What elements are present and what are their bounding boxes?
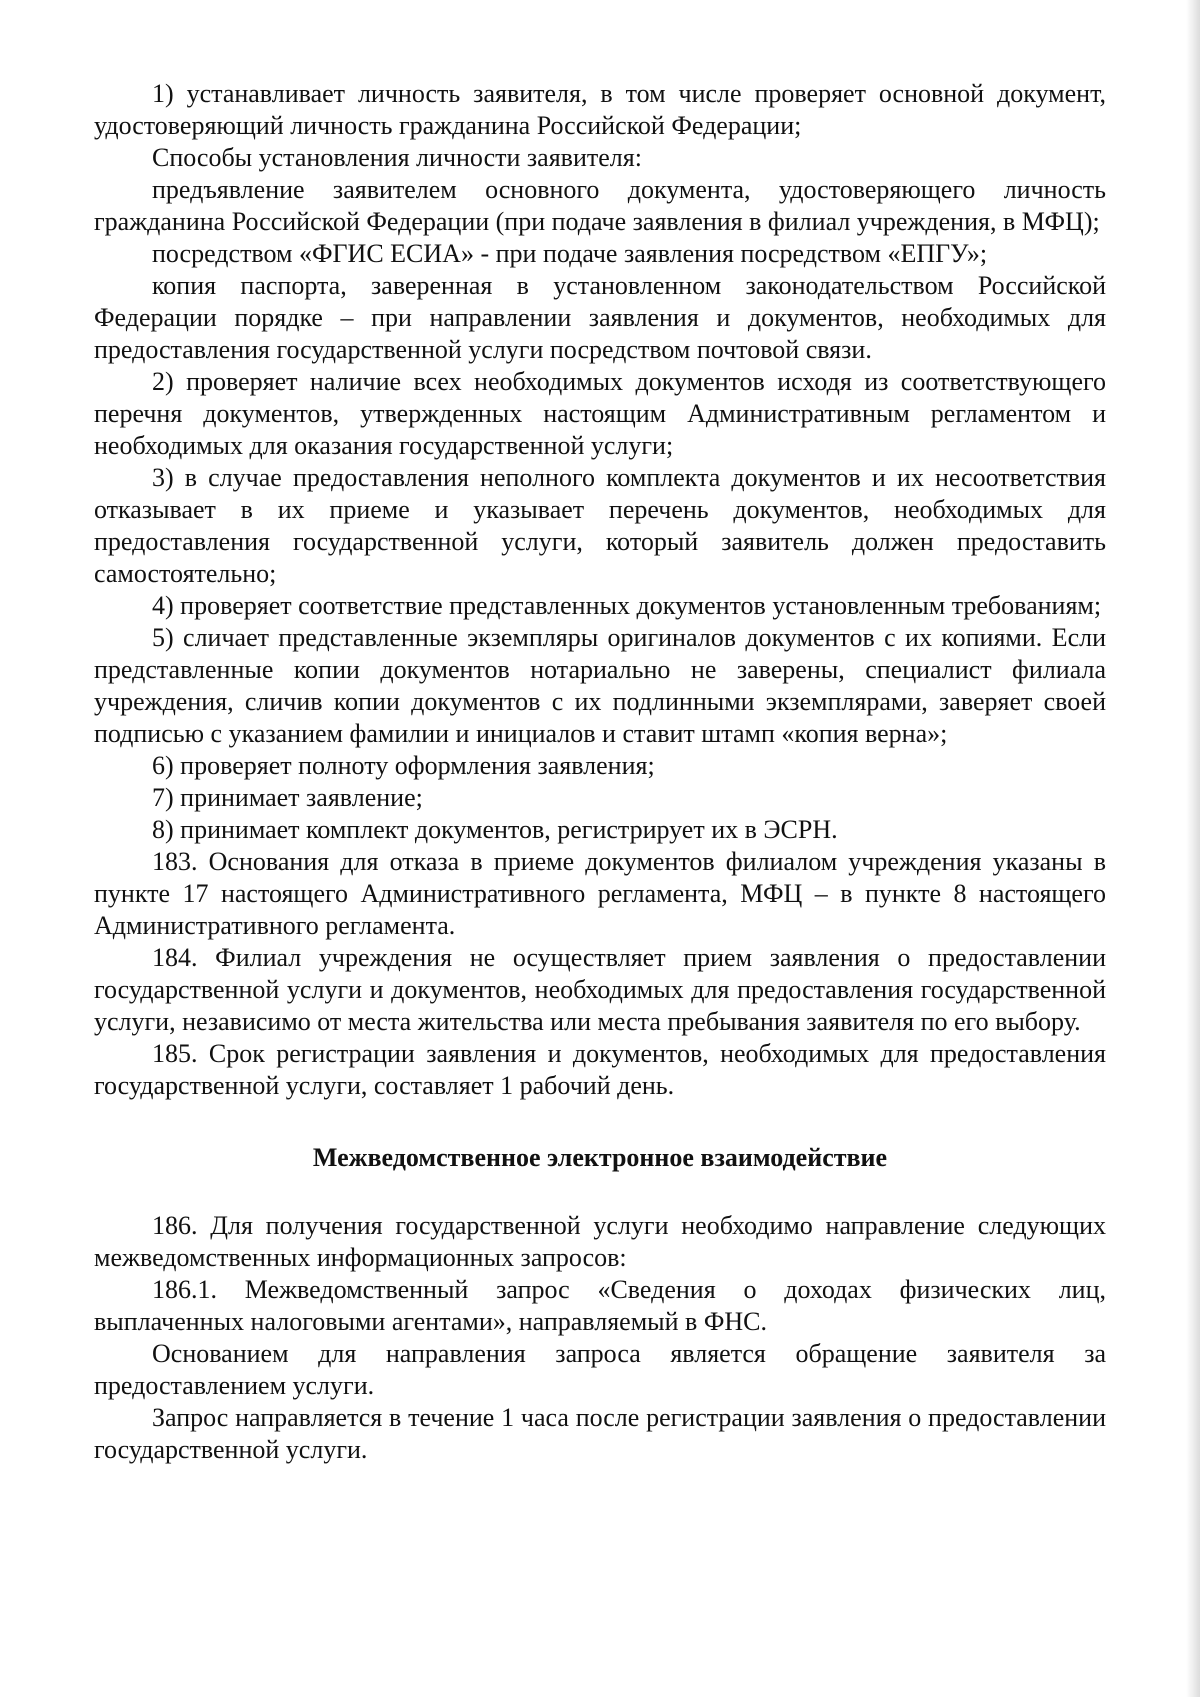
section-heading: Межведомственное электронное взаимодействие bbox=[312, 1143, 888, 1172]
paragraph-186: 186. Для получения государственной услуги необходимо направление следующих межведомственных информационных запросов: bbox=[94, 1211, 1106, 1272]
paragraph-item-4: 4) проверяет соответствие представленных документов установленным требованиям; bbox=[152, 591, 1102, 620]
paragraph-185: 185. Срок регистрации заявления и документов, необходимых для предоставления государственной услуги, составляет 1 рабочий день. bbox=[94, 1039, 1106, 1100]
paragraph-request-basis: Основанием для направления запроса является обращение заявителя за предоставлением услуги. bbox=[94, 1339, 1106, 1400]
paragraph-identity-methods-title: Способы установления личности заявителя: bbox=[152, 143, 642, 172]
paragraph-184: 184. Филиал учреждения не осуществляет прием заявления о предоставлении государственной услуги и документов, необходимых для предоставления государственной услуги, независимо от места жительства или места пребывания заявителя по его выбору. bbox=[94, 943, 1106, 1036]
paragraph-item-2: 2) проверяет наличие всех необходимых документов исходя из соответствующего перечня документов, утвержденных настоящим Административным регламентом и необходимых для оказания государственной услуги; bbox=[94, 367, 1106, 460]
paragraph-method-document: предъявление заявителем основного документа, удостоверяющего личность гражданина Российской Федерации (при подаче заявления в филиал учреждения, в МФЦ); bbox=[94, 175, 1106, 236]
paragraph-item-3: 3) в случае предоставления неполного комплекта документов и их несоответствия отказывает в их приеме и указывает перечень документов, необходимых для предоставления государственной услуги, который заявитель должен предоставить самостоятельно; bbox=[94, 463, 1106, 588]
scan-edge-shadow bbox=[1186, 0, 1200, 1697]
paragraph-request-timing: Запрос направляется в течение 1 часа после регистрации заявления о предоставлении государственной услуги. bbox=[94, 1403, 1106, 1464]
paragraph-item-1-identity: 1) устанавливает личность заявителя, в том числе проверяет основной документ, удостоверяющий личность гражданина Российской Федерации; bbox=[94, 79, 1106, 140]
paragraph-item-6: 6) проверяет полноту оформления заявления; bbox=[152, 751, 655, 780]
paragraph-item-8: 8) принимает комплект документов, регистрирует их в ЭСРН. bbox=[152, 815, 838, 844]
paragraph-method-passport-copy: копия паспорта, заверенная в установленном законодательством Российской Федерации порядке – при направлении заявления и документов, необходимых для предоставления государственной услуги посредством почтовой связи. bbox=[94, 271, 1106, 364]
paragraph-item-5: 5) сличает представленные экземпляры оригиналов документов с их копиями. Если представленные копии документов нотариально не заверены, специалист филиала учреждения, сличив копии документов с их подлинными экземплярами, заверяет своей подписью с указанием фамилии и инициалов и ставит штамп «копия верна»; bbox=[94, 623, 1106, 748]
paragraph-method-esia: посредством «ФГИС ЕСИА» - при подаче заявления посредством «ЕПГУ»; bbox=[152, 239, 988, 268]
paragraph-item-7: 7) принимает заявление; bbox=[152, 783, 423, 812]
paragraph-183: 183. Основания для отказа в приеме документов филиалом учреждения указаны в пункте 17 настоящего Административного регламента, МФЦ – в пункте 8 настоящего Административного регламента. bbox=[94, 847, 1106, 940]
paragraph-186-1: 186.1. Межведомственный запрос «Сведения о доходах физических лиц, выплаченных налоговыми агентами», направляемый в ФНС. bbox=[94, 1275, 1106, 1336]
document-page bbox=[94, 78, 1106, 1466]
